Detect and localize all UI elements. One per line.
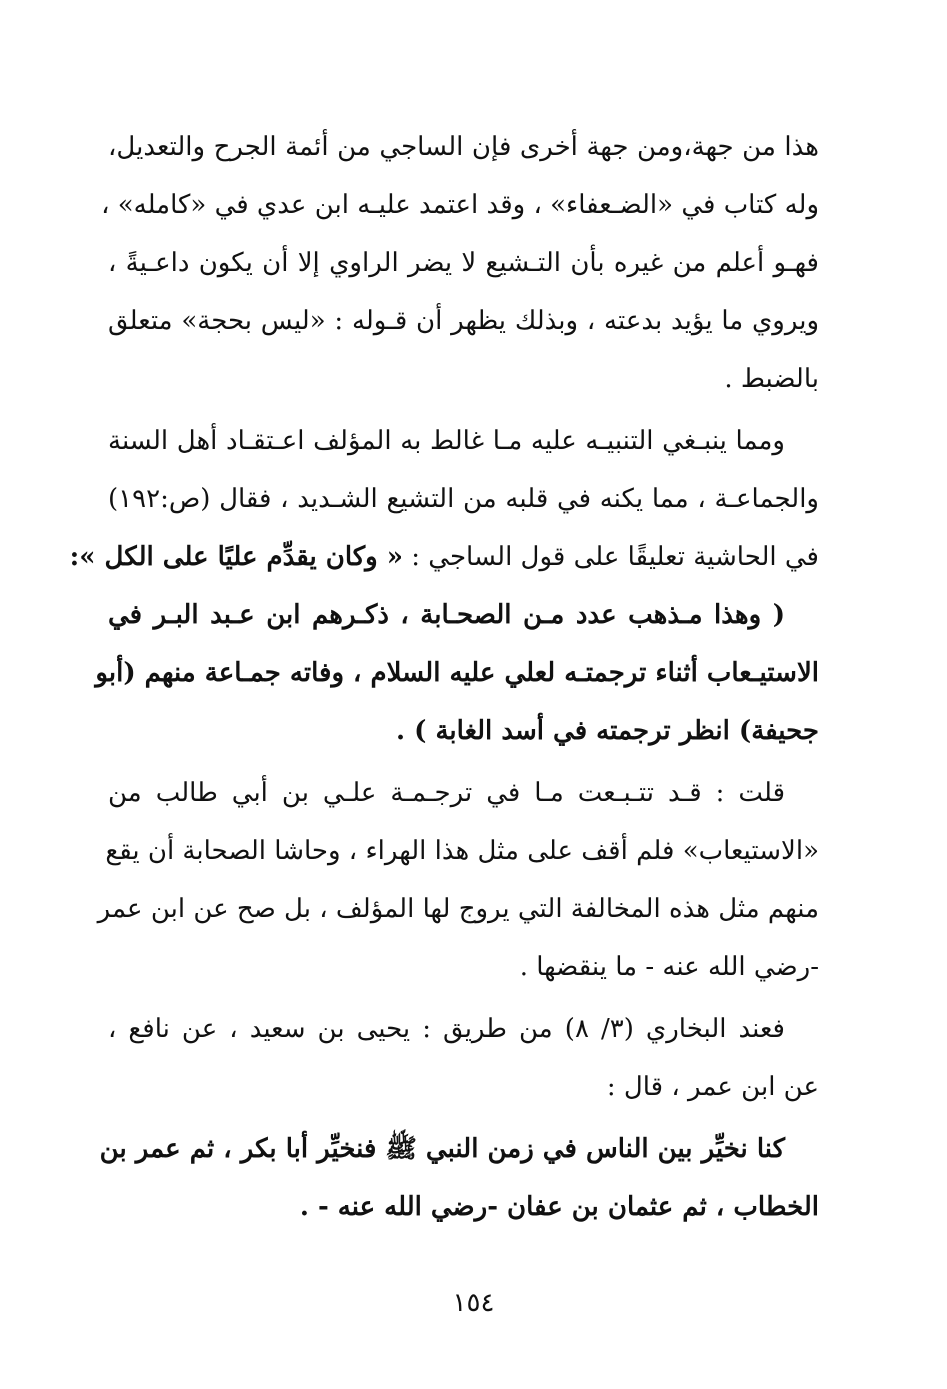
page-body [69,118,819,1236]
text-line: «الاستيعاب» فلم أقف على مثل هذا الهراء ، وحاشا الصحابة أن يقع [105,836,819,866]
text-line: الاستيـعاب أثناء ترجمتـه لعلي عليه السلام ، وفاته جمـاعة منهم (أبو [95,658,819,688]
text-line: كنا نخيِّر بين الناس في زمن النبي ﷺ فنخيِّر أبا بكر ، ثم عمر بن [99,1134,785,1164]
text-line: الخطاب ، ثم عثمان بن عفان -رضي الله عنه - . [299,1192,819,1222]
text-line: -رضي الله عنه - ما ينقضها . [519,952,819,982]
text-line: جحيفة) انظر ترجمته في أسد الغابة ) . [396,716,819,746]
text-line: ( وهذا مـذهب عدد مـن الصحـابة ، ذكـرهم ابن عـبد البـر في [108,600,785,630]
paragraph-1 [101,118,819,408]
text-line: فهـو أعلم من غيره بأن التـشيع لا يضر الراوي إلا أن يكون داعـيةً ، [108,248,819,278]
text-line-with-quote [69,528,819,586]
text-line: والجماعـة ، مما يكنه في قلبه من التشيع الشـديد ، فقال (ص:١٩٢) [108,484,819,514]
paragraph-3-quote [95,586,819,760]
text-segment: في الحاشية تعليقًا على قول الساجي : [411,542,819,572]
quoted-statement: « وكان يقدِّم عليًا على الكل »: [69,542,403,572]
text-line: ومما ينبـغي التنبيـه عليه مـا غالط به المؤلف اعـتقـاد أهل السنة [108,426,785,456]
paragraph-5 [108,1000,819,1116]
text-line: فعند البخاري (٣/ ٨) من طريق : يحيى بن سعيد ، عن نافع ، [108,1014,785,1044]
text-line: هذا من جهة،ومن جهة أخرى فإن الساجي من أئمة الجرح والتعديل، [108,132,819,162]
page-number: ١٥٤ [452,1288,495,1318]
paragraph-4 [97,764,819,996]
paragraph-2 [69,412,819,586]
text-line: وله كتاب في «الضـعفاء» ، وقد اعتمد عليـه ابن عدي في «كامله» ، [101,190,819,220]
text-line: ويروي ما يؤيد بدعته ، وبذلك يظهر أن قـوله : «ليس بحجة» متعلق [108,306,819,336]
text-line: قلت : قـد تتـبـعت مـا في ترجـمـة علـي بن أبي طالب من [108,778,785,808]
paragraph-6-hadith [99,1120,819,1236]
text-line: منهم مثل هذه المخالفة التي يروج لها المؤلف ، بل صح عن ابن عمر [97,894,819,924]
text-line: عن ابن عمر ، قال : [606,1072,819,1102]
text-line: بالضبط . [724,364,819,394]
